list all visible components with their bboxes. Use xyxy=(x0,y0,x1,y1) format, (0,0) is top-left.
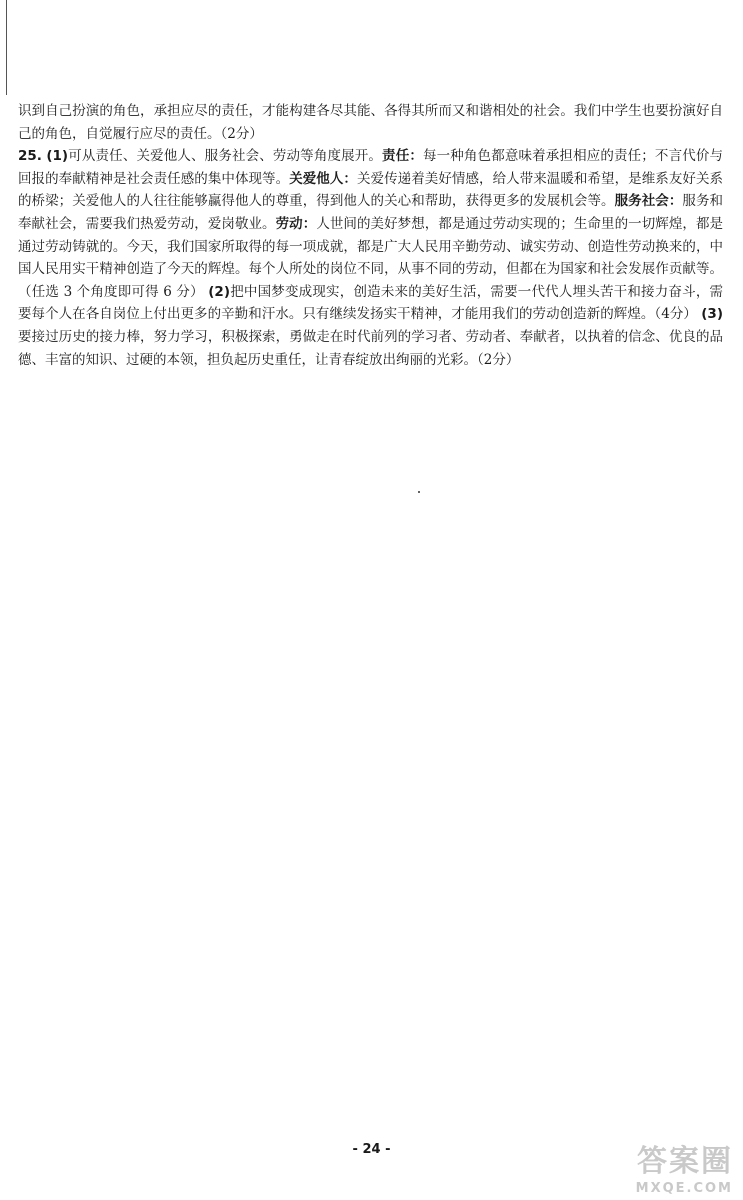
text-service: 服务和奉献社会，需要我们热爱劳动，爱岗敬业。 xyxy=(18,193,724,232)
text-care: 关爱传递着美好情感，给人带来温暖和希望，是维系友好关系的桥梁；关爱他人的人往往能够赢得他人的尊重，得到他人的关心和帮助，获得更多的发展机会等。 xyxy=(18,170,724,210)
part-2-label: (2) xyxy=(208,283,230,300)
page-edge-line xyxy=(6,0,7,95)
text-responsibility: 每一种角色都意味着承担相应的责任；不言代价与回报的奉献精神是社会责任感的集中体现等。 xyxy=(18,148,724,187)
question-number: 25. xyxy=(18,148,42,165)
watermark-logo xyxy=(603,1136,733,1196)
keyword-care: 关爱他人： xyxy=(289,170,357,187)
keyword-service: 服务社会： xyxy=(614,193,683,210)
part-1-intro: 可从责任、关爱他人、服务社会、劳动等角度展开。 xyxy=(68,148,383,165)
watermark-bottom-text: MXQE.COM xyxy=(635,1181,733,1196)
part-2-text: 把中国梦变成现实，创造未来的美好生活，需要一代代人埋头苦干和接力奋斗，需要每个人在各自岗位上付出更多的辛勤和汗水。只有继续发扬实干精神，才能用我们的劳动创造新的辉煌。（4分） xyxy=(18,283,724,323)
watermark-top-text: 答案圈 xyxy=(637,1144,733,1179)
continued-line-2: 生也要扮演好自己的角色，自觉履行应尽的责任。（2分） xyxy=(18,103,724,142)
question-25-paragraph xyxy=(18,145,723,371)
continued-line-1: 识到自己扮演的角色，承担应尽的责任，才能构建各尽其能、各得其所而又和谐相处的社会。我们中学 xyxy=(18,103,629,119)
continued-paragraph xyxy=(18,100,723,145)
page-number: - 24 - xyxy=(352,1142,391,1157)
part-3-label: (3) xyxy=(701,306,723,323)
stray-dot xyxy=(418,491,420,493)
part-3-text: 要接过历史的接力棒，努力学习，积极探索，勇做走在时代前列的学习者、劳动者、奉献者，以执着的信念、优良的品德、丰富的知识、过硬的本领，担负起历史重任，让青春绽放出绚丽的光彩。（2分） xyxy=(18,328,723,368)
keyword-responsibility: 责任： xyxy=(382,148,423,165)
part-1-label: (1) xyxy=(46,148,69,165)
keyword-labor: 劳动： xyxy=(275,215,317,232)
text-labor: 人世间的美好梦想，都是通过劳动实现的；生命里的一切辉煌，都是通过劳动铸就的。今天，我们国家所取得的每一项成就，都是广大人民用辛勤劳动、诚实劳动、创造性劳动换来的，中国人民用实干精神创造了今天的辉煌。每个人所处的岗位不同，从事不同的劳动，但都在为国家和社会发展作贡献等。（任选 3 个角度即可得 6 分） xyxy=(18,215,724,300)
answer-content xyxy=(18,100,723,371)
